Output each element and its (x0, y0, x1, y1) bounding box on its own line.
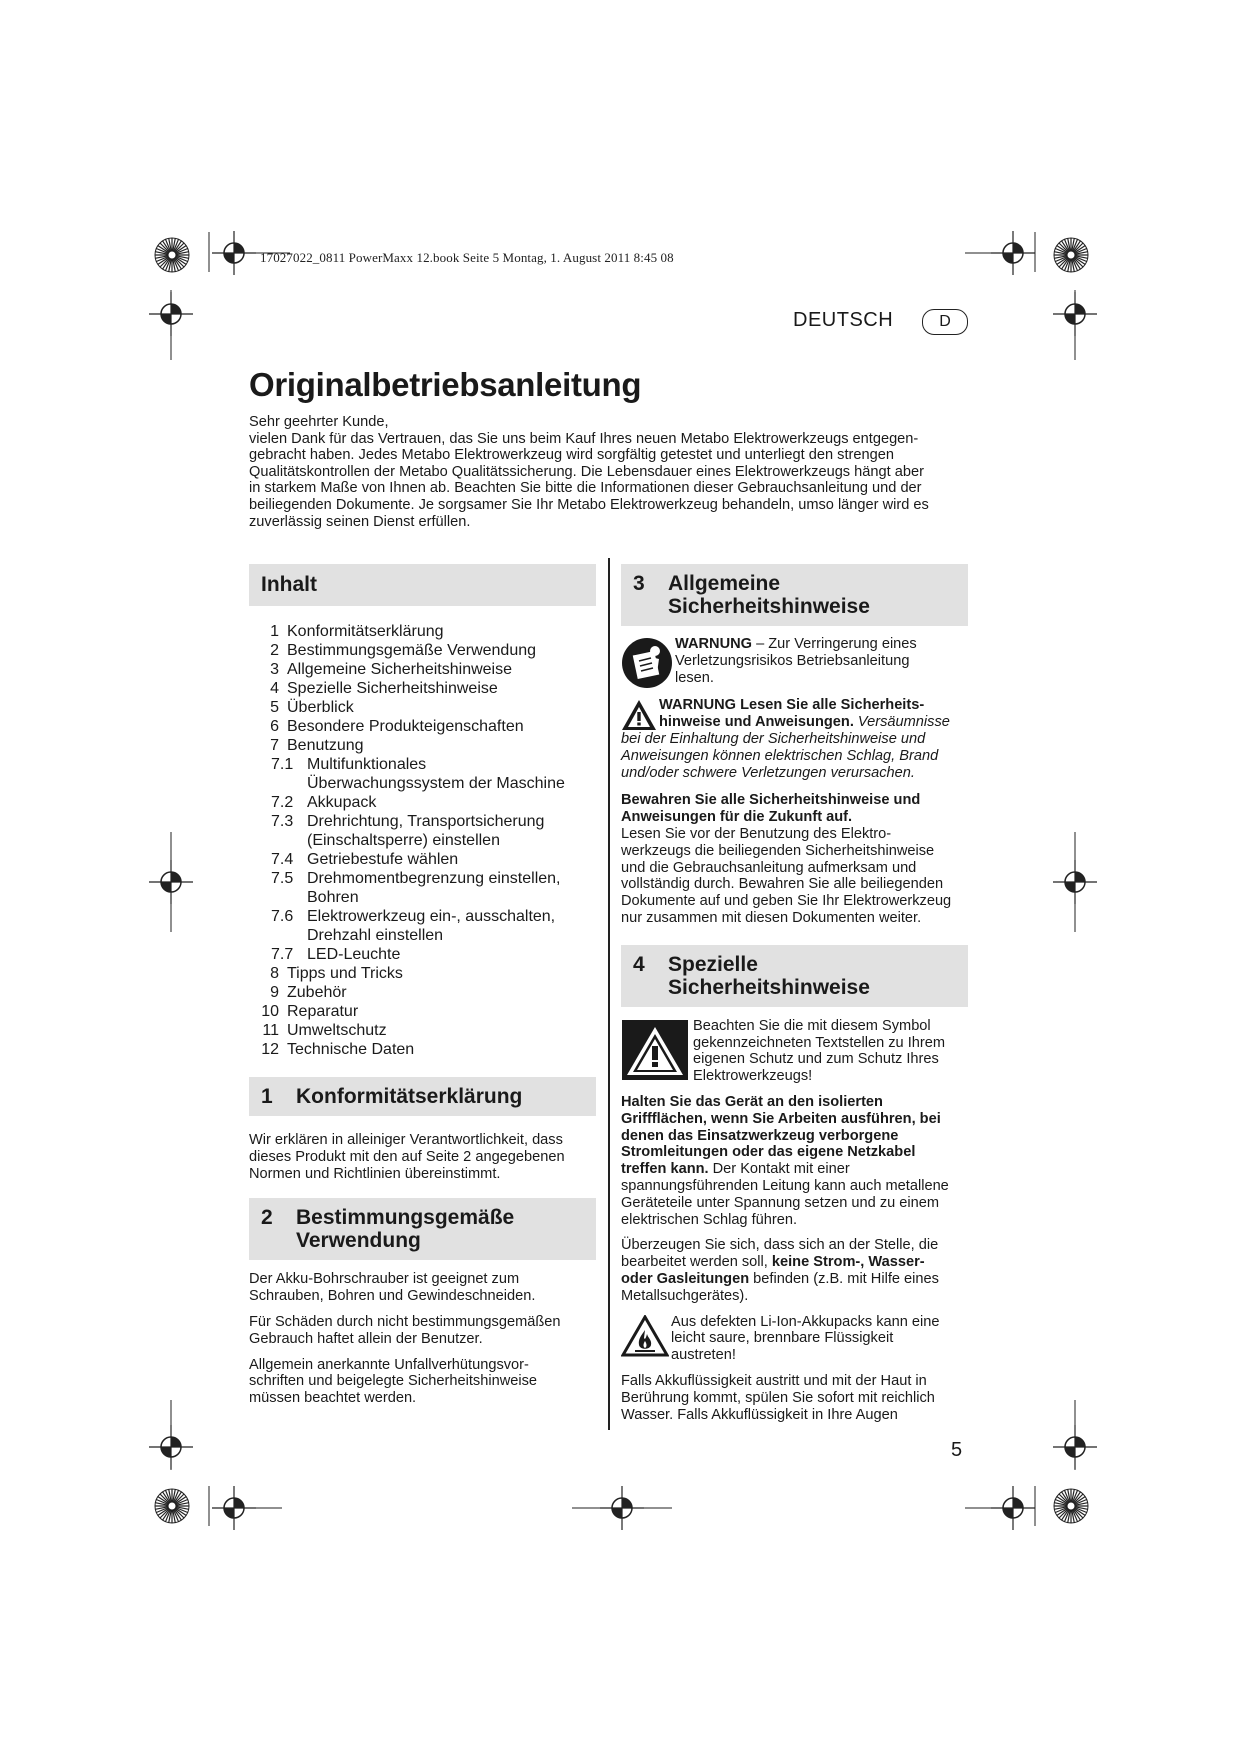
intro-line: beiliegenden Dokumente. Je sorgsamer Sie Ihr Metabo Elektrowerkzeug behandeln, umso länger wird es (249, 496, 929, 513)
intro-line: zuverlässig seinen Dienst erfüllen. (249, 513, 471, 530)
section-1-heading: 1 Konformitätserklärung (249, 1077, 596, 1116)
toc-subitem[interactable]: 7.1 Multifunktionales Überwachungssystem der Maschine (271, 756, 565, 792)
intro-line: gebracht haben. Jedes Metabo Elektrowerkzeug wird sorgfältig getestet und unterliegt den strengen (249, 447, 894, 464)
right-column (621, 564, 968, 1432)
toc-item[interactable]: 1 Konformitätserklärung (270, 623, 444, 640)
table-of-contents (249, 622, 596, 1059)
large-warning-triangle-icon (621, 1019, 689, 1081)
toc-item[interactable]: 3 Allgemeine Sicherheitshinweise (270, 661, 513, 678)
toc-item[interactable]: 5 Überblick (270, 699, 354, 716)
column-divider (608, 558, 610, 1430)
read-manual-icon (621, 637, 673, 689)
toc-subitem[interactable]: 7.3 Drehrichtung, Transportsicherung (Einschaltsperre) einstellen (271, 813, 545, 849)
toc-item[interactable]: 7 Benutzung (270, 737, 364, 754)
toc-item[interactable]: 8 Tipps und Tricks (270, 965, 403, 982)
warning-triangle-icon (621, 699, 657, 731)
page-number: 5 (951, 1439, 963, 1461)
section-3-heading: 3 Allgemeine Sicherheitshinweise (621, 564, 968, 626)
section-3-body: WARNUNG – Zur Verringerung eines Verletzungsrisikos Betriebsanleitung lesen. WARNUNG Lesen Sie alle Sicherheits- hinweise und Anweisungen. Versäumnisse bei der Einhaltung der Sicherheitshinweise und Anweisungen können elektrischen Schlag, Brand und/oder schwere Verletzungen verursachen. Bewahren Sie alle Sicherheitshinweise und Anweisungen für die Zukunft auf. Lesen Sie vor der Benutzung des Elektro- werkzeugs die beiliegenden Sicherheitshinweise und die Gebrauchsanleitung aufmerksam und vollständig durch. Bewahren Sie alle beiliegenden Dokumente auf und geben Sie Ihr Elektrowerkzeug nur zusammen mit diesen Dokumenten weiter. (621, 636, 952, 926)
section-2-body: Der Akku-Bohrschrauber ist geeignet zum Schrauben, Bohren und Gewindeschneiden. Für Schäden durch nicht bestimmungsgemäßen Gebrauch haftet allein der Benutzer. Allgemein anerkannte Unfallverhütungsvor- schriften und beigelegte Sicherheitshinweise müssen beachtet werden. (249, 1271, 561, 1407)
toc-item[interactable]: 10 Reparatur (261, 1003, 359, 1020)
toc-item[interactable]: 4 Spezielle Sicherheitshinweise (270, 680, 498, 697)
toc-item[interactable]: 6 Besondere Produkteigenschaften (270, 718, 524, 735)
flammable-warning-icon (621, 1315, 669, 1357)
intro-paragraph (249, 414, 969, 530)
intro-line: Qualitätskontrollen der Metabo Qualitätssicherung. Die Lebensdauer eines Elektrowerkzeugs hängt aber (249, 463, 924, 480)
page-title: Originalbetriebsanleitung (249, 366, 642, 403)
book-info-line: 17027022_0811 PowerMaxx 12.book Seite 5 Montag, 1. August 2011 8:45 08 (260, 250, 674, 265)
section-2-heading: 2 Bestimmungsgemäße Verwendung (249, 1198, 596, 1260)
toc-item[interactable]: 12 Technische Daten (261, 1041, 415, 1058)
toc-item[interactable]: 11 Umweltschutz (262, 1022, 387, 1039)
intro-line: in starkem Maße von Ihnen ab. Beachten Sie bitte die Informationen dieser Gebrauchsanleitung und der (249, 480, 922, 497)
toc-heading (249, 564, 596, 606)
left-column (249, 564, 596, 1416)
toc-subitem[interactable]: 7.2 Akkupack (271, 794, 377, 811)
intro-line: vielen Dank für das Vertrauen, das Sie uns beim Kauf Ihres neuen Metabo Elektrowerkzeugs entgegen- (249, 430, 919, 447)
toc-subitem[interactable]: 7.7 LED-Leuchte (271, 946, 401, 963)
toc-subitem[interactable]: 7.5 Drehmomentbegrenzung einstellen, Bohren (271, 870, 561, 906)
section-1-body: Wir erklären in alleiniger Verantwortlichkeit, dass dieses Produkt mit den auf Seite 2 angegebenen Normen und Richtlinien übereinstimmt. (249, 1132, 565, 1182)
toc-item[interactable]: 9 Zubehör (270, 984, 347, 1001)
section-4-heading: 4 Spezielle Sicherheitshinweise (621, 945, 968, 1007)
toc-subitem[interactable]: 7.4 Getriebestufe wählen (271, 851, 459, 868)
language-code-badge: D (922, 309, 968, 335)
toc-heading-text: Inhalt (261, 573, 317, 596)
intro-salutation: Sehr geehrter Kunde, (249, 414, 389, 430)
section-4-body: Beachten Sie die mit diesem Symbol gekennzeichneten Textstellen zu Ihrem eigenen Schutz und zum Schutz Ihres Elektrowerkzeugs! Halten Sie das Gerät an den isolierten Griffflächen, wenn Sie Arbeiten ausführen, bei denen das Einsatzwerkzeug verborgene Stromleitungen oder das eigene Netzkabel treffen kann. Der Kontakt mit einer spannungsführenden Leitung kann auch metallene Geräteteile unter Spannung setzen und zu einem elektrischen Schlag führen. Überzeugen Sie sich, dass sich an der Stelle, die bearbeitet werden soll, keine Strom-, Wasser- oder Gasleitungen befinden (z.B. mit Hilfe eines Metallsuchgerätes). Aus defekten Li-Ion-Akkupacks kann eine leicht saure, brennbare Flüssigkeit austreten! Falls Akkuflüssigkeit austritt und mit der Haut in Berührung kommt, spülen Sie sofort mit reichlich Wasser. Falls Akkuflüssigkeit in Ihre Augen (621, 1017, 949, 1423)
toc-subitem[interactable]: 7.6 Elektrowerkzeug ein-, ausschalten, Drehzahl einstellen (271, 908, 556, 944)
toc-item[interactable]: 2 Bestimmungsgemäße Verwendung (270, 642, 537, 659)
language-label: DEUTSCH (793, 309, 894, 331)
